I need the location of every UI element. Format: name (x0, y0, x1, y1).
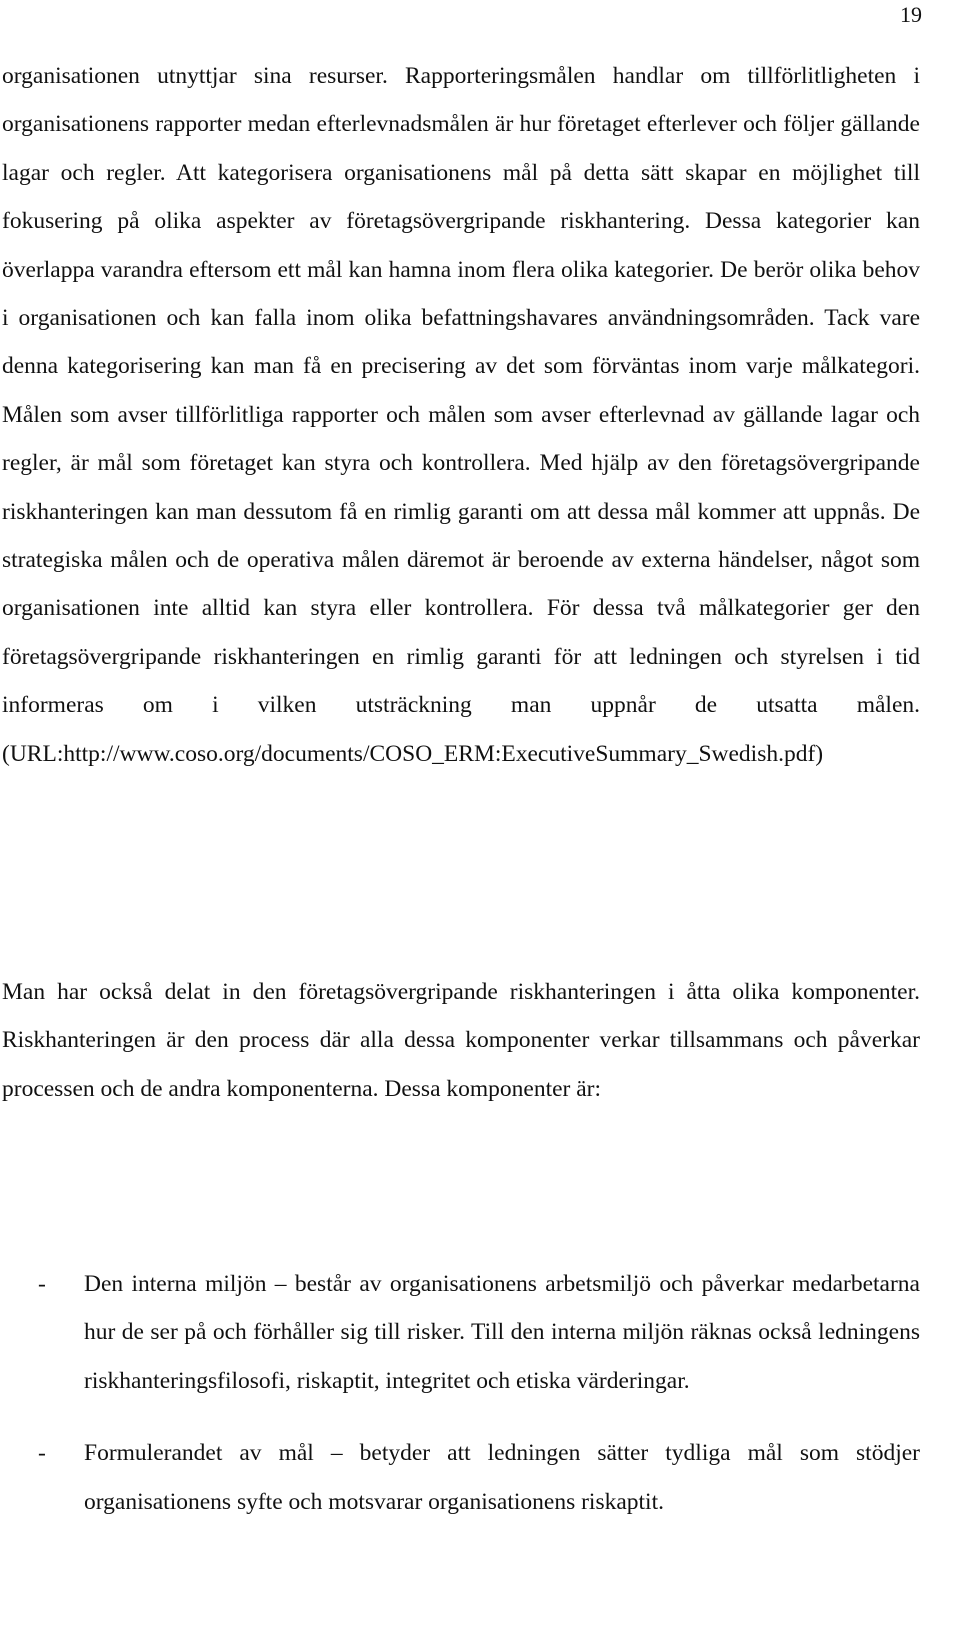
list-item-text: Den interna miljön – består av organisationens arbetsmiljö och påverkar medarbetarna hur de ser på och förhåller sig till risker. Till den interna miljön räknas också ledningens riskhanteringsfilosofi, riskaptit, integritet och etiska värderingar. (84, 1271, 920, 1394)
components-list (2, 1260, 920, 1550)
dash-bullet-icon: - (38, 1440, 46, 1467)
list-item-internal-environment (2, 1260, 920, 1405)
dash-bullet-icon: - (38, 1271, 46, 1297)
list-item-text: Formulerandet av mål – betyder att ledningen sätter tydliga mål som stödjer organisationens syfte och motsvarar organisationens riskaptit. (84, 1440, 920, 1515)
body-paragraph-objectives: organisationen utnyttjar sina resurser. Rapporteringsmålen handlar om tillförlitligheten i organisationens rapporter medan efterlevnadsmålen är hur företaget efterlever och följer gällande lagar och regler. Att kategorisera organisationens mål på detta sätt skapar en möjlighet till fokusering på olika aspekter av företagsövergripande riskhantering. Dessa kategorier kan överlappa varandra eftersom ett mål kan hamna inom flera olika kategorier. De berör olika behov i organisationen och kan falla inom olika befattningshavares användningsområden. Tack vare denna kategorisering kan man få en precisering av det som förväntas inom varje målkategori. Målen som avser tillförlitliga rapporter och målen som avser efterlevnad av gällande lagar och regler, är mål som företaget kan styra och kontrollera. Med hjälp av den företagsövergripande riskhanteringen kan man dessutom få en rimlig garanti om att dessa mål kommer att uppnås. De strategiska målen och de operativa målen däremot är beroende av externa händelser, något som organisationen inte alltid kan styra eller kontrollera. För dessa två målkategorier ger den företagsövergripande riskhanteringen en rimlig garanti för att ledningen och styrelsen i tid informeras om i vilken utsträckning man uppnår de utsatta målen. (URL:http://www.coso.org/documents/COSO_ERM:ExecutiveSummary_Swedish.pdf) (2, 63, 920, 767)
page-number: 19 (900, 2, 922, 27)
list-item-objective-setting (2, 1429, 920, 1526)
body-paragraph-components-intro: Man har också delat in den företagsövergripande riskhanteringen i åtta olika komponenter. Riskhanteringen är den process där alla dessa komponenter verkar tillsammans och påverkar processen och de andra komponenterna. Dessa komponenter är: (2, 979, 920, 1102)
